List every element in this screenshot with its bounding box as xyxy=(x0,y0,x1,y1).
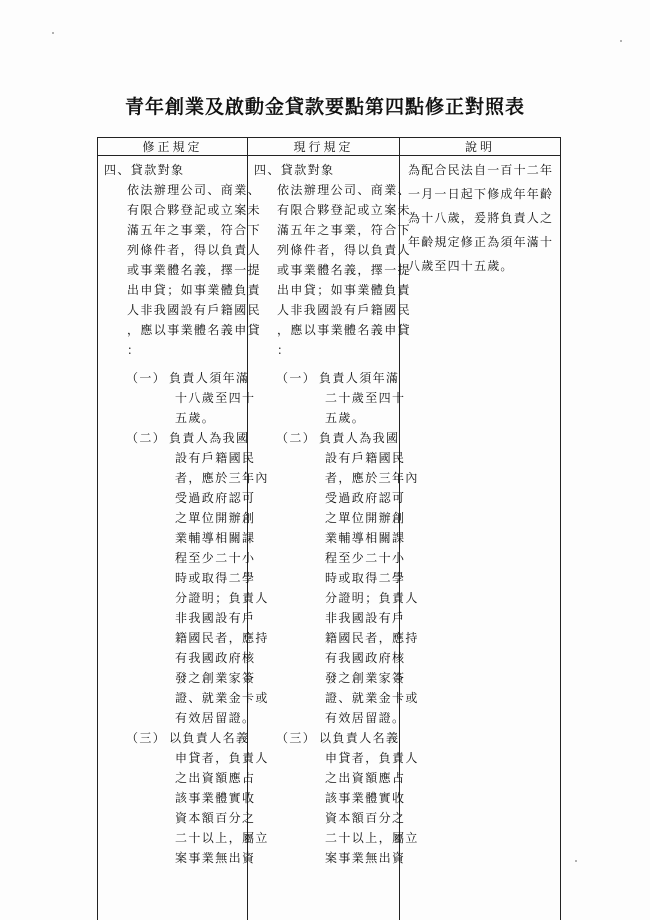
item-line: 受過政府認可 xyxy=(175,488,255,508)
intro-line: 滿五年之事業，符合下 xyxy=(277,220,411,240)
item-line: 有我國政府核 xyxy=(325,648,405,668)
article-heading: 四、貸款對象 xyxy=(254,160,334,180)
intro-line: 出申貸；如事業體負責 xyxy=(277,280,411,300)
item-line: 資本額百分之 xyxy=(325,808,405,828)
document-title: 青年創業及啟動金貸款要點第四點修正對照表 xyxy=(0,92,650,119)
item-line: 發之創業家簽 xyxy=(325,668,405,688)
item-line: 發之創業家簽 xyxy=(175,668,255,688)
item-line: 負責人須年滿 xyxy=(319,368,399,388)
item-line: 之出資額應占 xyxy=(175,768,255,788)
item-line: 設有戶籍國民 xyxy=(175,448,255,468)
intro-line: 或事業體名義，擇一提 xyxy=(277,260,411,280)
intro-line: ，應以事業體名義申貸 xyxy=(127,320,261,340)
intro-line: 人非我國設有戶籍國民 xyxy=(127,300,261,320)
item-line: 該事業體實收 xyxy=(325,788,405,808)
item-line: 證、就業金卡或 xyxy=(175,688,269,708)
scan-speck xyxy=(575,860,577,862)
item-line: 負責人為我國 xyxy=(169,428,249,448)
intro-line: 或事業體名義，擇一提 xyxy=(127,260,261,280)
intro-line: 人非我國設有戶籍國民 xyxy=(277,300,411,320)
item-line: 分證明；負責人 xyxy=(325,588,419,608)
item-line: 業輔導相關課 xyxy=(325,528,405,548)
article-heading: 四、貸款對象 xyxy=(104,160,184,180)
intro-line: 列條件者，得以負責人 xyxy=(127,240,261,260)
explanation-text: 為配合民法自一百十二年一月一日起下修成年年齡為十八歲，爰將負責人之年齡規定修正為須年滿十八歲至四十五歲。 xyxy=(408,158,558,278)
item-line: 申貸者，負責人 xyxy=(325,748,419,768)
item-line: 分證明；負責人 xyxy=(175,588,269,608)
item-line: 者，應於三年內 xyxy=(175,468,269,488)
intro-line: ： xyxy=(277,340,290,360)
item-line: 十八歲至四十 xyxy=(175,388,255,408)
table-header-row xyxy=(98,138,561,156)
item-number: （一） xyxy=(126,368,166,388)
intro-line: 有限合夥登記或立案未 xyxy=(127,200,261,220)
item-line: 之單位開辦創 xyxy=(325,508,405,528)
item-line: 案事業無出資 xyxy=(325,848,405,868)
item-line: 證、就業金卡或 xyxy=(325,688,419,708)
table-row xyxy=(98,156,561,920)
item-line: 籍國民者，應持 xyxy=(325,628,419,648)
item-line: 案事業無出資 xyxy=(175,848,255,868)
item-line: 非我國設有戶 xyxy=(325,608,405,628)
item-line: 之單位開辦創 xyxy=(175,508,255,528)
header-current: 現行規定 xyxy=(248,138,400,156)
scan-speck xyxy=(620,40,622,42)
intro-line: 依法辦理公司、商業、 xyxy=(127,180,261,200)
item-line: 以負責人名義 xyxy=(169,728,249,748)
item-line: 者，應於三年內 xyxy=(325,468,419,488)
current-provision-cell xyxy=(248,156,400,920)
item-line: 二十以上，屬立 xyxy=(175,828,269,848)
scan-speck xyxy=(52,32,54,34)
intro-line: 依法辦理公司、商業、 xyxy=(277,180,411,200)
item-line: 之出資額應占 xyxy=(325,768,405,788)
item-number: （二） xyxy=(126,428,166,448)
intro-line: 出申貸；如事業體負責 xyxy=(127,280,261,300)
item-line: 有效居留證。 xyxy=(175,708,255,728)
item-number: （三） xyxy=(276,728,316,748)
item-line: 籍國民者，應持 xyxy=(175,628,269,648)
item-line: 程至少二十小 xyxy=(325,548,405,568)
item-line: 負責人須年滿 xyxy=(169,368,249,388)
intro-line: ： xyxy=(127,340,140,360)
intro-line: 滿五年之事業，符合下 xyxy=(127,220,261,240)
header-explanation: 說明 xyxy=(400,138,561,156)
item-line: 負責人為我國 xyxy=(319,428,399,448)
intro-line: ，應以事業體名義申貸 xyxy=(277,320,411,340)
item-line: 設有戶籍國民 xyxy=(325,448,405,468)
item-line: 時或取得二學 xyxy=(325,568,405,588)
explanation-cell xyxy=(400,156,561,920)
item-number: （三） xyxy=(126,728,166,748)
item-line: 程至少二十小 xyxy=(175,548,255,568)
item-line: 五歲。 xyxy=(175,408,215,428)
item-line: 時或取得二學 xyxy=(175,568,255,588)
item-line: 有效居留證。 xyxy=(325,708,405,728)
intro-line: 有限合夥登記或立案未 xyxy=(277,200,411,220)
item-line: 業輔導相關課 xyxy=(175,528,255,548)
item-line: 有我國政府核 xyxy=(175,648,255,668)
intro-line: 列條件者，得以負責人 xyxy=(277,240,411,260)
item-line: 非我國設有戶 xyxy=(175,608,255,628)
comparison-table xyxy=(97,137,561,920)
item-line: 資本額百分之 xyxy=(175,808,255,828)
item-number: （二） xyxy=(276,428,316,448)
item-line: 申貸者，負責人 xyxy=(175,748,269,768)
item-line: 受過政府認可 xyxy=(325,488,405,508)
item-line: 五歲。 xyxy=(325,408,365,428)
item-number: （一） xyxy=(276,368,316,388)
item-line: 二十歲至四十 xyxy=(325,388,405,408)
item-line: 二十以上，屬立 xyxy=(325,828,419,848)
header-modified: 修正規定 xyxy=(98,138,248,156)
item-line: 以負責人名義 xyxy=(319,728,399,748)
modified-provision-cell xyxy=(98,156,248,920)
item-line: 該事業體實收 xyxy=(175,788,255,808)
